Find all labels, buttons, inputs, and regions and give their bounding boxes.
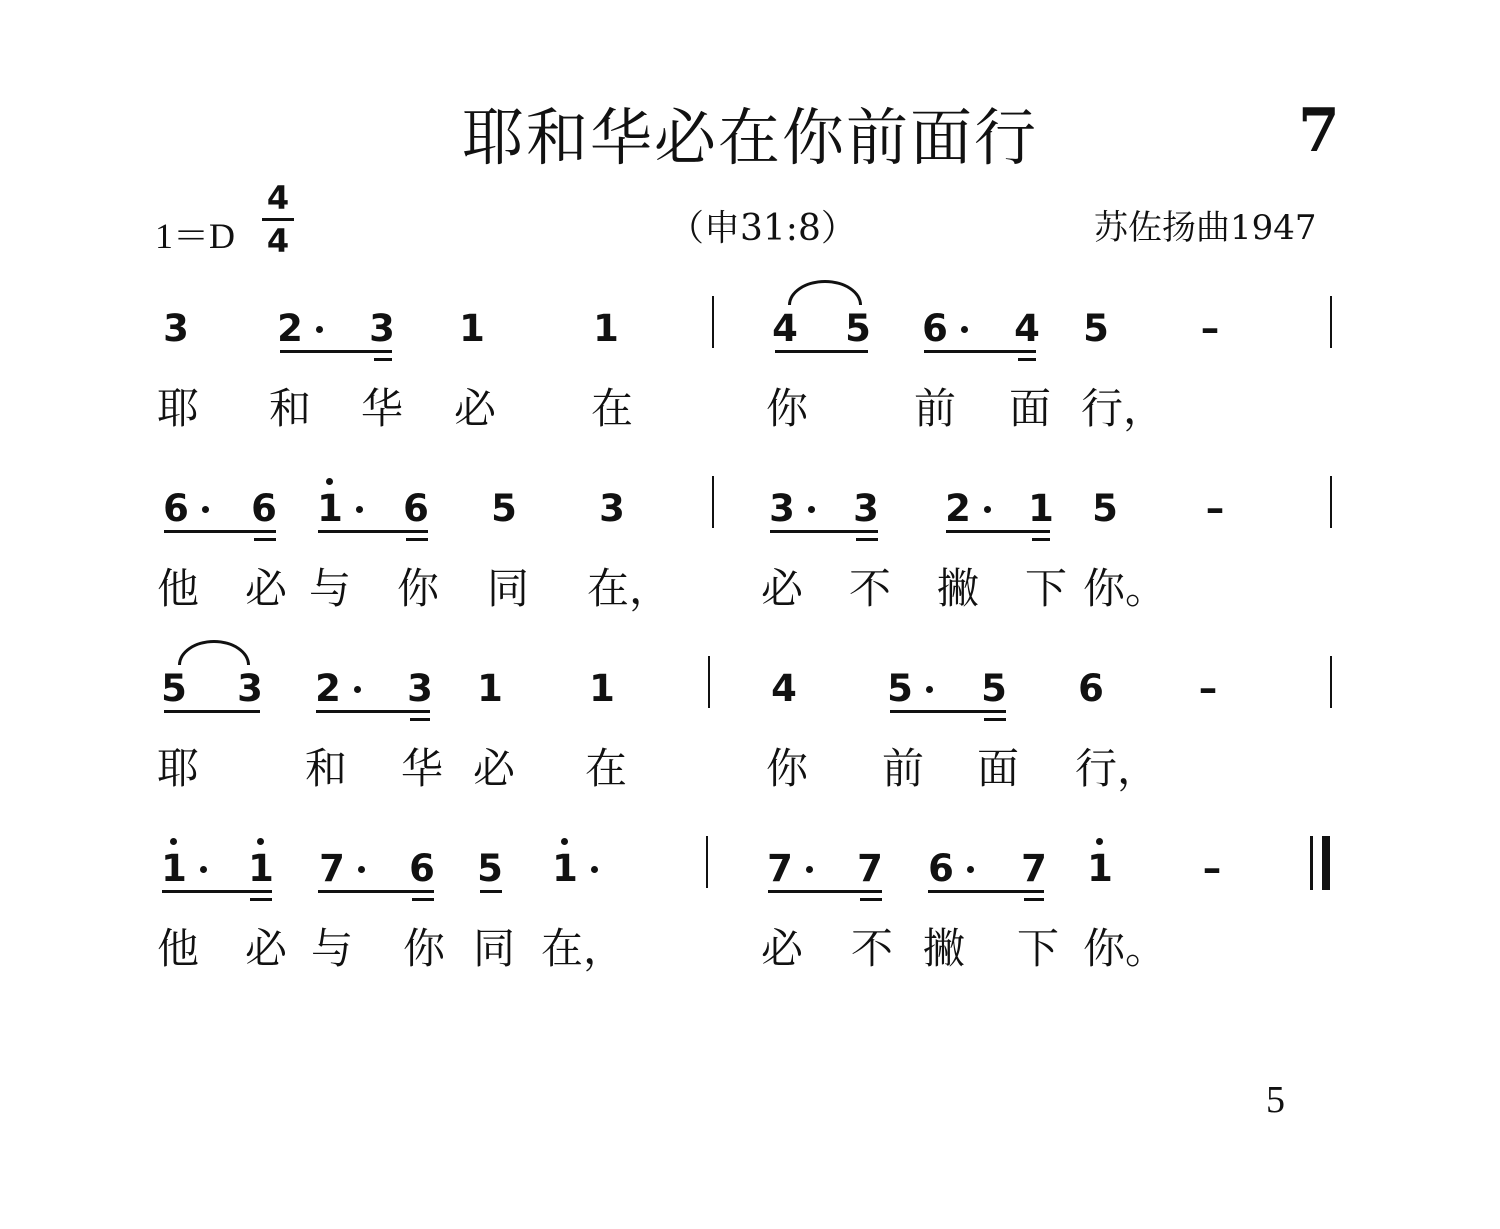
scripture-reference: （申31:8）: [668, 208, 857, 249]
beam-underline: [946, 530, 1050, 533]
beam-underline: [164, 530, 276, 533]
note: 6: [409, 847, 435, 890]
note: 1: [248, 847, 274, 890]
beam-underline: [984, 718, 1006, 721]
barline: [1330, 656, 1332, 708]
lyric-syllable: 与: [308, 564, 351, 613]
beam-underline: [770, 530, 878, 533]
note: 2: [315, 667, 341, 710]
beam-underline: [250, 898, 272, 901]
beam-underline: [928, 890, 1044, 893]
page-number: 5: [1266, 1079, 1285, 1121]
lyric-syllable: 行，: [1081, 384, 1166, 433]
note: 1: [589, 667, 615, 710]
lyric-syllable: 华: [360, 384, 403, 433]
note: 7: [767, 847, 793, 890]
time-signature-divider: [262, 218, 294, 221]
lyric-syllable: 在: [590, 384, 633, 433]
beam-underline: [1032, 538, 1050, 541]
augmentation-dot: [354, 686, 361, 693]
lyric-syllable: 必: [453, 384, 496, 433]
lyric-syllable: 撇: [936, 564, 979, 613]
augmentation-dot: [926, 686, 933, 693]
note: 6: [928, 847, 954, 890]
octave-up-dot: [561, 838, 568, 845]
barline: [706, 836, 708, 888]
note: 1: [1028, 487, 1054, 530]
augmentation-dot: [202, 506, 209, 513]
lyric-syllable: 你。: [1083, 564, 1168, 613]
note: 1: [317, 487, 343, 530]
beam-underline: [316, 710, 430, 713]
octave-up-dot: [170, 838, 177, 845]
lyric-syllable: 不: [848, 564, 891, 613]
note: 1: [593, 307, 619, 350]
lyric-syllable: 你: [765, 384, 808, 433]
note: –: [1202, 847, 1222, 890]
note: 4: [772, 307, 798, 350]
lyric-syllable: 耶: [156, 384, 199, 433]
time-signature-top: 4: [266, 179, 290, 217]
augmentation-dot: [591, 866, 598, 873]
beam-underline: [768, 890, 882, 893]
octave-up-dot: [257, 838, 264, 845]
note: –: [1200, 307, 1220, 350]
hymn-title: 耶和华必在你前面行: [461, 101, 1038, 174]
lyric-syllable: 面: [976, 744, 1019, 793]
note: 1: [459, 307, 485, 350]
lyric-syllable: 他: [156, 924, 199, 973]
barline: [712, 476, 714, 528]
lyric-syllable: 前: [881, 744, 924, 793]
augmentation-dot: [200, 866, 207, 873]
lyric-syllable: 你: [396, 564, 439, 613]
lyric-syllable: 他: [156, 564, 199, 613]
note: 6: [251, 487, 277, 530]
time-signature: [258, 179, 298, 261]
lyric-syllable: 你: [402, 924, 445, 973]
augmentation-dot: [967, 866, 974, 873]
note: 7: [1021, 847, 1047, 890]
lyric-syllable: 与: [310, 924, 353, 973]
barline: [708, 656, 710, 708]
lyric-syllable: 撇: [922, 924, 965, 973]
final-barline-thick: [1322, 836, 1330, 890]
beam-underline: [254, 538, 276, 541]
augmentation-dot: [961, 326, 968, 333]
note: –: [1205, 487, 1225, 530]
key-signature: 1＝D: [155, 216, 235, 256]
note: 2: [277, 307, 303, 350]
beam-underline: [406, 538, 428, 541]
note: 3: [407, 667, 433, 710]
lyric-syllable: 面: [1008, 384, 1051, 433]
beam-underline: [164, 710, 260, 713]
slur-arc: [788, 280, 862, 305]
beam-underline: [775, 350, 868, 353]
lyric-syllable: 同: [486, 564, 529, 613]
octave-up-dot: [1096, 838, 1103, 845]
lyric-syllable: 前: [913, 384, 956, 433]
note: 3: [599, 487, 625, 530]
lyric-syllable: 必: [244, 924, 287, 973]
beam-underline: [412, 898, 434, 901]
note: 4: [771, 667, 797, 710]
octave-up-dot: [326, 478, 333, 485]
lyric-syllable: 耶: [156, 744, 199, 793]
beam-underline: [280, 350, 392, 353]
note: 3: [769, 487, 795, 530]
lyric-syllable: 和: [268, 384, 311, 433]
note: 7: [857, 847, 883, 890]
beam-underline: [162, 890, 272, 893]
lyric-syllable: 在，: [587, 564, 672, 613]
time-signature-bottom: 4: [266, 222, 290, 260]
beam-underline: [860, 898, 882, 901]
lyric-syllable: 下: [1024, 564, 1067, 613]
note: 5: [161, 667, 187, 710]
augmentation-dot: [984, 506, 991, 513]
note: 5: [477, 847, 503, 890]
augmentation-dot: [806, 866, 813, 873]
note: 5: [491, 487, 517, 530]
lyric-syllable: 和: [304, 744, 347, 793]
note: 2: [945, 487, 971, 530]
augmentation-dot: [358, 866, 365, 873]
final-barline-thin: [1310, 836, 1313, 890]
augmentation-dot: [316, 326, 323, 333]
barline: [1330, 296, 1332, 348]
note: 5: [1083, 307, 1109, 350]
note: 5: [845, 307, 871, 350]
beam-underline: [856, 538, 878, 541]
note: 5: [1092, 487, 1118, 530]
augmentation-dot: [808, 506, 815, 513]
note: 6: [1078, 667, 1104, 710]
note: 5: [981, 667, 1007, 710]
lyric-syllable: 必: [244, 564, 287, 613]
note: 1: [161, 847, 187, 890]
lyric-syllable: 在，: [541, 924, 626, 973]
beam-underline: [924, 350, 1036, 353]
note: 6: [403, 487, 429, 530]
lyric-syllable: 必: [760, 564, 803, 613]
note: 6: [922, 307, 948, 350]
barline: [1330, 476, 1332, 528]
lyric-syllable: 不: [850, 924, 893, 973]
note: 7: [319, 847, 345, 890]
composer-credit: 苏佐扬曲1947: [1094, 208, 1317, 248]
lyric-syllable: 必: [472, 744, 515, 793]
note: 4: [1014, 307, 1040, 350]
lyric-syllable: 你: [765, 744, 808, 793]
note: 3: [163, 307, 189, 350]
lyric-syllable: 行，: [1075, 744, 1160, 793]
note: 6: [163, 487, 189, 530]
lyric-syllable: 同: [472, 924, 515, 973]
lyric-syllable: 下: [1016, 924, 1059, 973]
slur-arc: [178, 640, 250, 665]
note: 1: [1087, 847, 1113, 890]
beam-underline: [318, 530, 428, 533]
beam-underline: [890, 710, 1006, 713]
note: –: [1198, 667, 1218, 710]
note: 1: [477, 667, 503, 710]
beam-underline: [374, 358, 392, 361]
note: 5: [887, 667, 913, 710]
note: 3: [369, 307, 395, 350]
note: 1: [552, 847, 578, 890]
lyric-syllable: 你。: [1083, 924, 1168, 973]
note: 3: [237, 667, 263, 710]
lyric-syllable: 必: [760, 924, 803, 973]
final-barline: [1310, 836, 1332, 890]
lyric-syllable: 在: [584, 744, 627, 793]
beam-underline: [1018, 358, 1036, 361]
barline: [712, 296, 714, 348]
lyric-syllable: 华: [400, 744, 443, 793]
note: 3: [853, 487, 879, 530]
augmentation-dot: [356, 506, 363, 513]
beam-underline: [410, 718, 430, 721]
beam-underline: [480, 890, 502, 893]
hymn-number: 7: [1298, 96, 1340, 166]
beam-underline: [318, 890, 434, 893]
beam-underline: [1024, 898, 1044, 901]
